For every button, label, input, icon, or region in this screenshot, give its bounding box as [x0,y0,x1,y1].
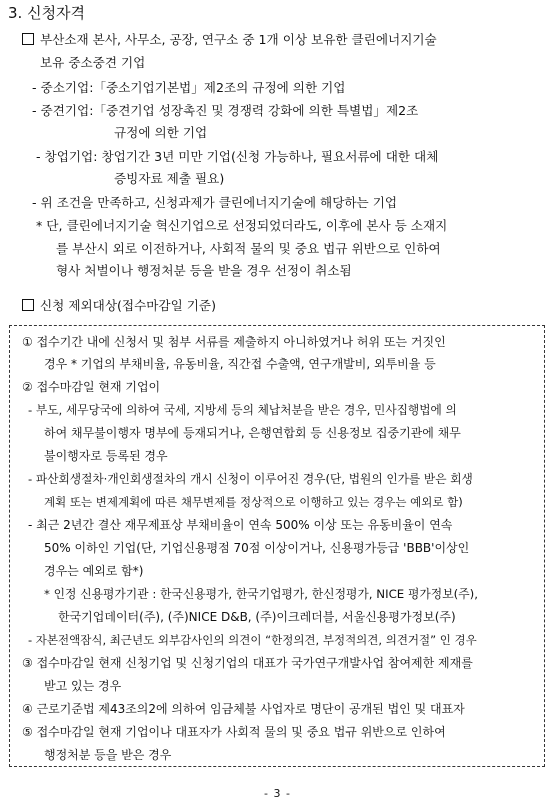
exclusion-heading: 신청 제외대상(접수마감일 기준) [22,298,216,314]
exclusion-line: ③ 접수마감일 현재 신청기업 및 신청기업의 대표가 국가연구개발사업 참여제한 제재를 [22,656,473,670]
eligibility-line: - 중소기업:「중소기업기본법」제2조의 규정에 의한 기업 [32,80,346,95]
exclusion-line: 경우 * 기업의 부채비율, 유동비율, 직간접 수출액, 연구개발비, 외투비율 등 [44,357,436,371]
exclusion-line: ① 접수기간 내에 신청서 및 첨부 서류를 제출하지 아니하였거나 허위 또는 거짓인 [22,335,446,349]
exclusion-line: 불이행자로 등록된 경우 [44,449,168,463]
exclusion-line: 행정처분 등을 받은 경우 [44,748,172,762]
exclusion-line: ② 접수마감일 현재 기업이 [22,380,161,394]
exclusion-line: - 자본전액잠식, 최근년도 외부감사인의 의견이 “한정의견, 부정적의견, 의견거절” 인 경우 [28,633,477,647]
eligibility-note: * 단, 클린에너지기술 혁신기업으로 선정되었더라도, 이후에 본사 등 소재지 [36,218,448,233]
eligibility-line: - 중견기업:「중견기업 성장촉진 및 경쟁력 강화에 의한 특별법」제2조 [32,103,419,118]
section-title: 3. 신청자격 [8,4,86,22]
exclusion-line: 받고 있는 경우 [44,679,122,693]
exclusion-note: 한국기업데이터(주), (주)NICE D&B, (주)이크레더블, 서울신용평가정보(주) [58,610,456,624]
exclusion-line: - 최근 2년간 결산 재무제표상 부채비율이 연속 500% 이상 또는 유동비율이 연속 [28,518,453,532]
eligibility-note: 를 부산시 외로 이전하거나, 사회적 물의 및 중요 법규 위반으로 인하여 [56,241,441,256]
eligibility-line: 증빙자료 제출 필요) [114,171,225,186]
checkbox-square-icon [22,299,34,311]
exclusion-note: * 인정 신용평가기관 : 한국신용평가, 한국기업평가, 한신정평가, NICE 평가정보(주), [44,587,478,601]
exclusion-line: - 파산회생절차·개인회생절차의 개시 신청이 이루어진 경우(단, 법원의 인가를 받은 회생 [28,472,473,486]
eligibility-heading-cont: 보유 중소중견 기업 [40,55,146,70]
checkbox-square-icon [22,33,34,45]
exclusion-line: ④ 근로기준법 제43조의2에 의하여 임금체불 사업자로 명단이 공개된 법인 및 대표자 [22,702,465,716]
page-number: - 3 - [264,787,291,800]
eligibility-note: 형사 처벌이나 행정처분 등을 받을 경우 선정이 취소됨 [56,263,352,278]
exclusion-line: 경우는 예외로 함*) [44,564,144,578]
exclusion-line: 하여 채무불이행자 명부에 등재되거나, 은행연합회 등 신용정보 집중기관에 채무 [44,426,461,440]
exclusion-line: ⑤ 접수마감일 현재 기업이나 대표자가 사회적 물의 및 중요 법규 위반으로 인하여 [22,725,446,739]
eligibility-line: - 창업기업: 창업기간 3년 미만 기업(신청 가능하나, 필요서류에 대한 대체 [36,149,439,164]
exclusion-line: 계획 또는 변제계획에 따른 채무변제를 정상적으로 이행하고 있는 경우는 예외로 함) [44,495,463,509]
eligibility-line: 규정에 의한 기업 [114,125,208,140]
exclusion-line: - 부도, 세무당국에 의하여 국세, 지방세 등의 체납처분을 받은 경우, 민사집행법에 의 [28,403,457,417]
eligibility-heading: 부산소재 본사, 사무소, 공장, 연구소 중 1개 이상 보유한 클린에너지기술 [22,32,437,48]
exclusion-line: 50% 이하인 기업(단, 기업신용평점 70점 이상이거나, 신용평가등급 'BBB'이상인 [44,541,470,555]
eligibility-line: - 위 조건을 만족하고, 신청과제가 클린에너지기술에 해당하는 기업 [32,195,398,210]
